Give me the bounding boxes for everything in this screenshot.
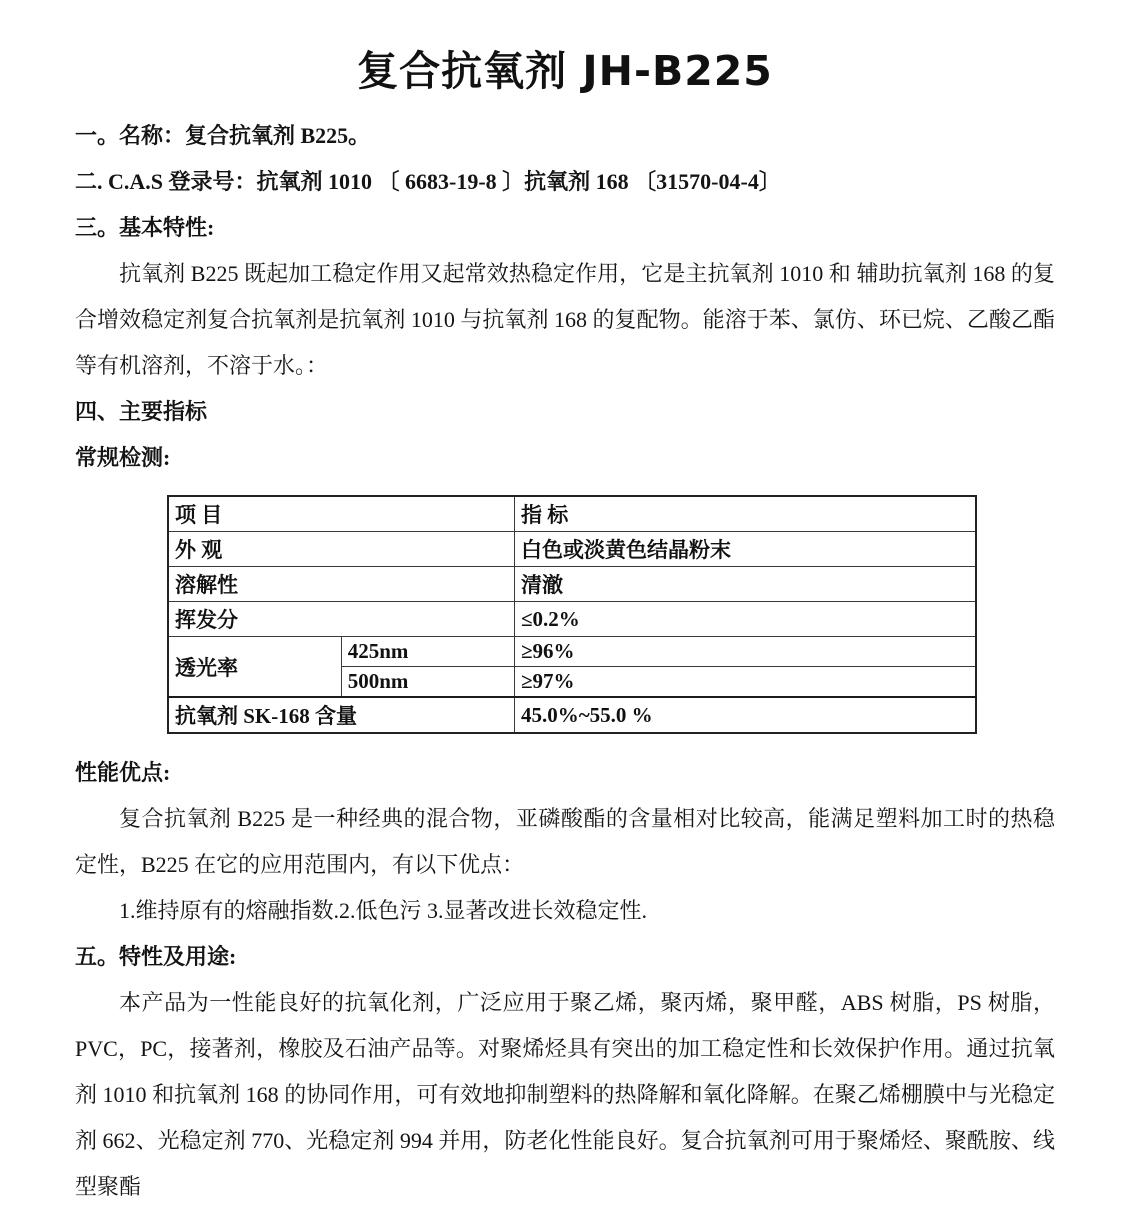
specification-table	[167, 495, 977, 734]
table-cell-value: ≤0.2%	[515, 602, 977, 637]
table-cell-value: 白色或淡黄色结晶粉末	[515, 532, 977, 567]
section-performance-heading: 性能优点:	[75, 760, 171, 785]
table-row	[168, 532, 976, 567]
section-cas-line: 二. C.A.S 登录号：抗氧剂 1010 〔 6683-19-8 〕抗氧剂 168 〔31570-04-4〕	[75, 169, 781, 194]
table-cell-item: 溶解性	[168, 567, 515, 602]
table-header-item: 项 目	[168, 496, 515, 532]
table-cell-value: 45.0%~55.0 %	[515, 697, 977, 733]
section-performance-body: 复合抗氧剂 B225 是一种经典的混合物，亚磷酸酯的含量相对比较高，能满足塑料加工时的热稳定性，B225 在它的应用范围内，有以下优点：	[75, 806, 1055, 877]
title-spacer	[75, 103, 1055, 113]
section-routine-test-heading: 常规检测:	[75, 445, 171, 470]
section-basic-properties-body: 抗氧剂 B225 既起加工稳定作用又起常效热稳定作用，它是主抗氧剂 1010 和 辅助抗氧剂 168 的复合增效稳定剂复合抗氧剂是抗氧剂 1010 与抗氧剂 168 的复配物。能溶于苯、氯仿、环已烷、乙酸乙酯等有机溶剂，不溶于水。：	[75, 261, 1055, 378]
table-cell-transmittance-label: 透光率	[168, 637, 341, 698]
table-cell-value-425: ≥96%	[515, 637, 977, 667]
section-name-line: 一。名称：复合抗氧剂 B225。	[75, 123, 371, 148]
table-cell-sub-500: 500nm	[341, 667, 514, 698]
table-header-row	[168, 496, 976, 532]
table-row	[168, 697, 976, 733]
table-cell-item: 抗氧剂 SK-168 含量	[168, 697, 515, 733]
section-features-uses-heading: 五。特性及用途:	[75, 944, 237, 969]
table-row	[168, 637, 976, 667]
table-cell-item: 挥发分	[168, 602, 515, 637]
table-cell-item: 外 观	[168, 532, 515, 567]
section-basic-properties-heading: 三。基本特性:	[75, 215, 215, 240]
spec-table-container	[75, 495, 1055, 734]
section-main-index-heading: 四、主要指标	[75, 399, 208, 424]
section-features-uses-body: 本产品为一性能良好的抗氧化剂，广泛应用于聚乙烯，聚丙烯，聚甲醛，ABS 树脂，PS 树脂，PVC，PC，接著剂，橡胶及石油产品等。对聚烯烃具有突出的加工稳定性和长效保护作用。通过抗氧剂 1010 和抗氧剂 168 的协同作用，可有效地抑制塑料的热降解和氧化降解。在聚乙烯棚膜中与光稳定剂 662、光稳定剂 770、光稳定剂 994 并用，防老化性能良好。复合抗氧剂可用于聚烯烃、聚酰胺、线型聚酯	[75, 990, 1055, 1199]
table-row	[168, 567, 976, 602]
table-row	[168, 602, 976, 637]
table-cell-value-500: ≥97%	[515, 667, 977, 698]
table-header-indicator: 指 标	[515, 496, 977, 532]
page-title: 复合抗氧剂 JH-B225	[357, 47, 773, 95]
table-cell-sub-425: 425nm	[341, 637, 514, 667]
table-cell-value: 清澈	[515, 567, 977, 602]
section-performance-list: 1.维持原有的熔融指数.2.低色污 3.显著改进长效稳定性.	[119, 898, 648, 923]
